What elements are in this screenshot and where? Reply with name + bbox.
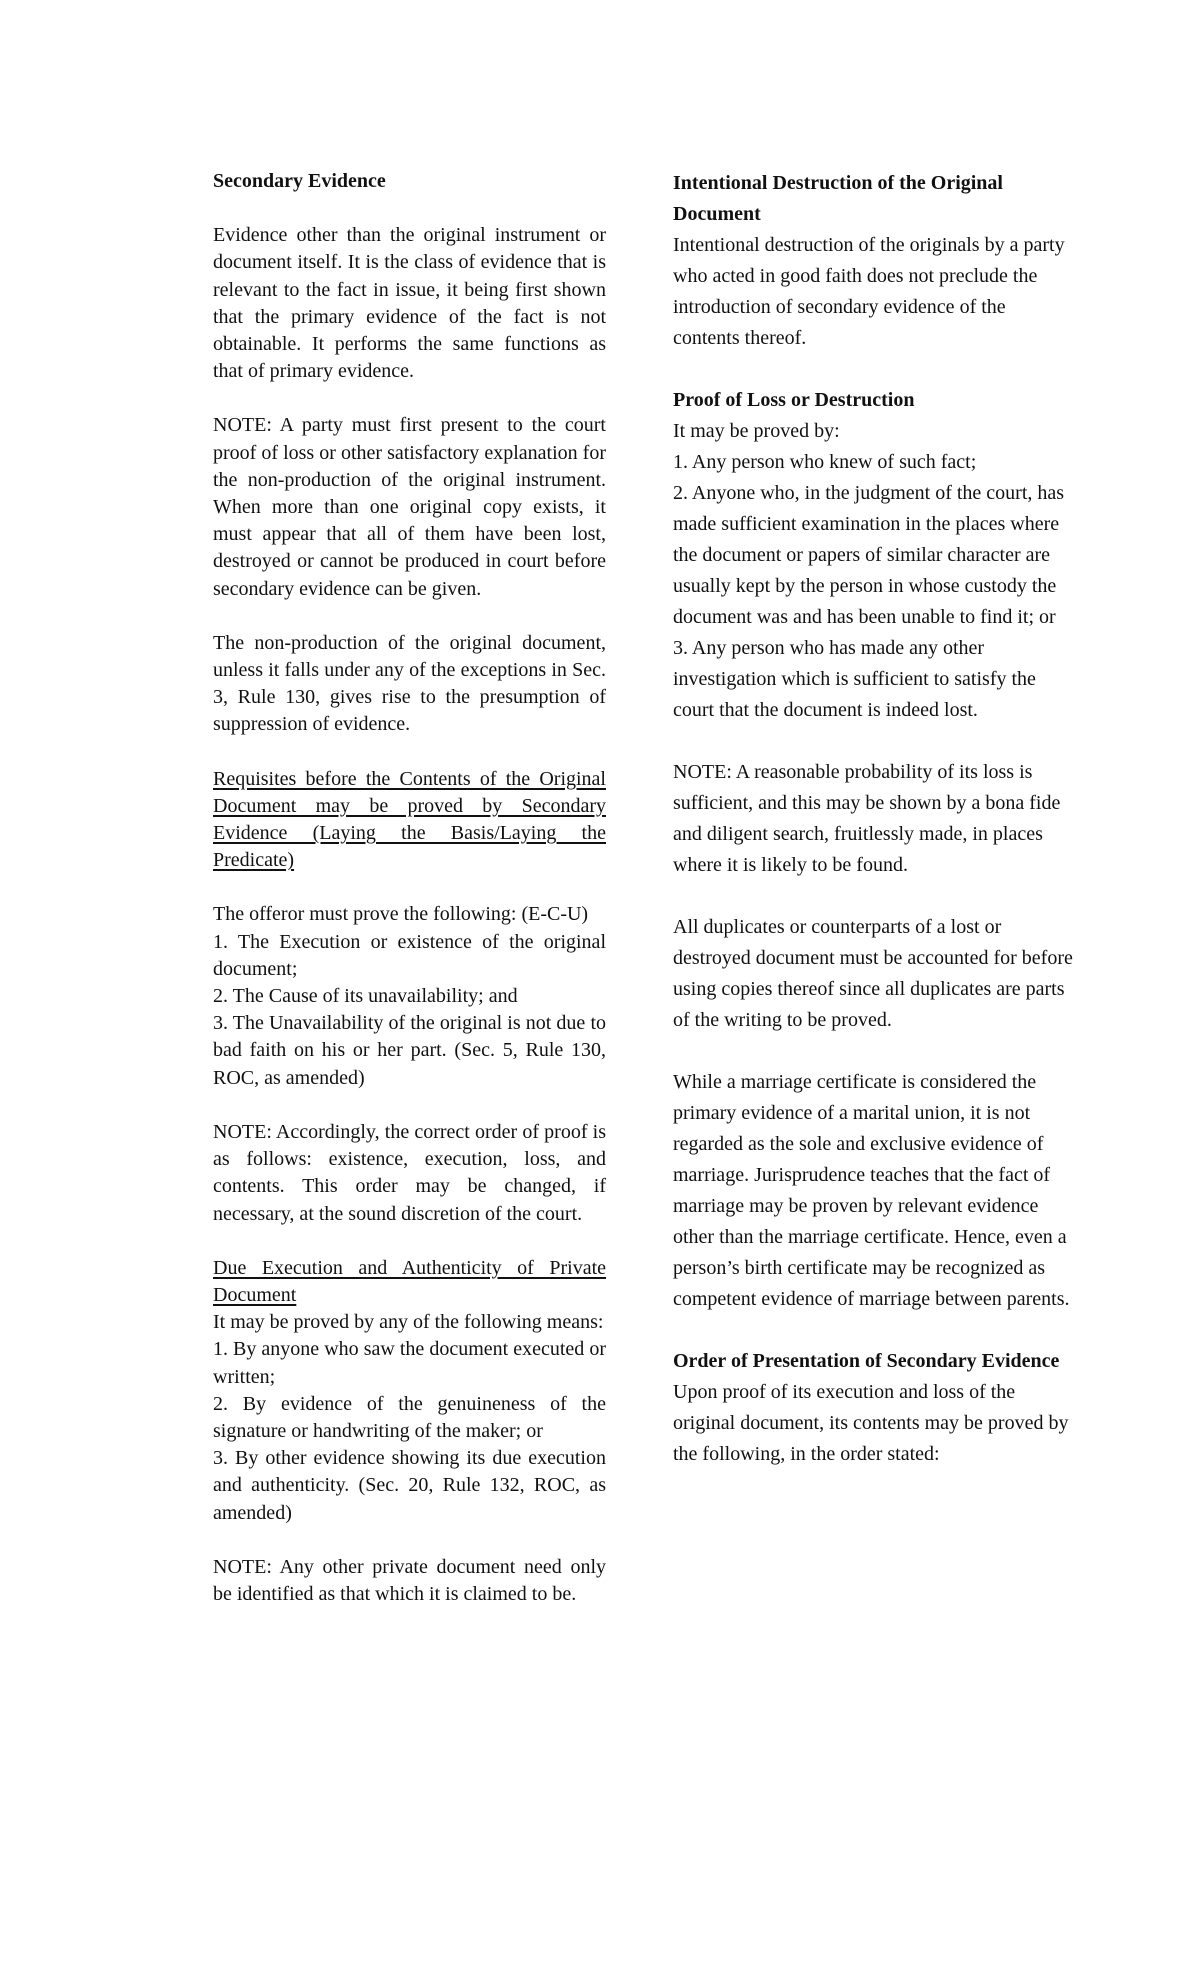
offeror-item-3: 3. The Unavailability of the original is not due to bad faith on his or her part. (Sec. 5, Rule 130, ROC, as amended) — [213, 1012, 606, 1089]
order-of-presentation-heading: Order of Presentation of Secondary Evidence — [673, 1350, 1060, 1372]
order-of-presentation-section — [673, 1346, 1073, 1470]
offeror-intro: The offeror must prove the following: (E-C-U) — [213, 903, 589, 926]
proof-item-1: 1. Any person who knew of such fact; — [673, 451, 977, 473]
proof-item-3: 3. Any person who has made any other investigation which is sufficient to satisfy the court that the document is indeed lost. — [673, 637, 1036, 721]
note-order-of-proof: NOTE: Accordingly, the correct order of proof is as follows: existence, execution, loss, and contents. This order may be changed, if necessary, at the sound discretion of the court. — [213, 1120, 606, 1225]
duplicates-paragraph: All duplicates or counterparts of a lost or destroyed document must be accounted for before using copies thereof since all duplicates are parts of the writing to be proved. — [673, 916, 1073, 1031]
note-proof-of-loss: NOTE: A party must first present to the court proof of loss or other satisfactory explanation for the non-production of the original instrument. When more than one original copy exists, it must appear that all of them have been lost, destroyed or cannot be produced in court before secondary evidence can be given. — [213, 414, 606, 600]
marriage-certificate-paragraph: While a marriage certificate is considered the primary evidence of a marital union, it is not regarded as the sole and exclusive evidence of marriage. Jurisprudence teaches that the fact of marriage may be proven by relevant evidence other than the marriage certificate. Hence, even a person’s birth certificate may be recognized as competent evidence of marriage between parents. — [673, 1071, 1070, 1310]
offeror-item-1: 1. The Execution or existence of the original document; — [213, 930, 606, 980]
proof-intro: It may be proved by: — [673, 420, 840, 442]
order-of-presentation-text: Upon proof of its execution and loss of the original document, its contents may be proved by the following, in the order stated: — [673, 1381, 1069, 1465]
secondary-evidence-definition: Evidence other than the original instrument or document itself. It is the class of evidence that is relevant to the fact in issue, it being first shown that the primary evidence of the fact is not obtainable. It performs the same functions as that of primary evidence. — [213, 224, 606, 383]
left-column — [213, 168, 606, 1635]
note-reasonable-probability: NOTE: A reasonable probability of its loss is sufficient, and this may be shown by a bona fide and diligent search, fruitlessly made, in places where it is likely to be found. — [673, 761, 1061, 876]
proof-of-loss-section — [673, 385, 1073, 726]
due-item-3: 3. By other evidence showing its due execution and authenticity. (Sec. 20, Rule 132, ROC, as amended) — [213, 1447, 606, 1524]
due-execution-heading: Due Execution and Authenticity of Private Document — [213, 1256, 606, 1306]
requisites-heading: Requisites before the Contents of the Original Document may be proved by Secondary Evidence (Laying the Basis/Laying the Predicate) — [213, 767, 606, 872]
secondary-evidence-heading: Secondary Evidence — [213, 170, 386, 192]
non-production-paragraph: The non-production of the original document, unless it falls under any of the exceptions in Sec. 3, Rule 130, gives rise to the presumption of suppression of evidence. — [213, 631, 606, 736]
right-column — [673, 168, 1073, 1501]
due-item-1: 1. By anyone who saw the document executed or written; — [213, 1338, 606, 1388]
intentional-destruction-heading: Intentional Destruction of the Original Document — [673, 172, 1003, 225]
due-intro: It may be proved by any of the following means: — [213, 1311, 604, 1334]
offeror-item-2: 2. The Cause of its unavailability; and — [213, 985, 518, 1008]
intentional-destruction-section — [673, 168, 1073, 354]
offeror-list — [213, 901, 606, 1091]
note-private-document: NOTE: Any other private document need only be identified as that which it is claimed to be. — [213, 1555, 606, 1605]
proof-item-2: 2. Anyone who, in the judgment of the court, has made sufficient examination in the places where the document or papers of similar character are usually kept by the person in whose custody the document was and has been unable to find it; or — [673, 482, 1065, 628]
intentional-destruction-text: Intentional destruction of the originals by a party who acted in good faith does not preclude the introduction of secondary evidence of the contents thereof. — [673, 234, 1065, 349]
due-execution-section — [213, 1255, 606, 1527]
proof-of-loss-heading: Proof of Loss or Destruction — [673, 389, 915, 411]
due-item-2: 2. By evidence of the genuineness of the signature or handwriting of the maker; or — [213, 1392, 606, 1442]
